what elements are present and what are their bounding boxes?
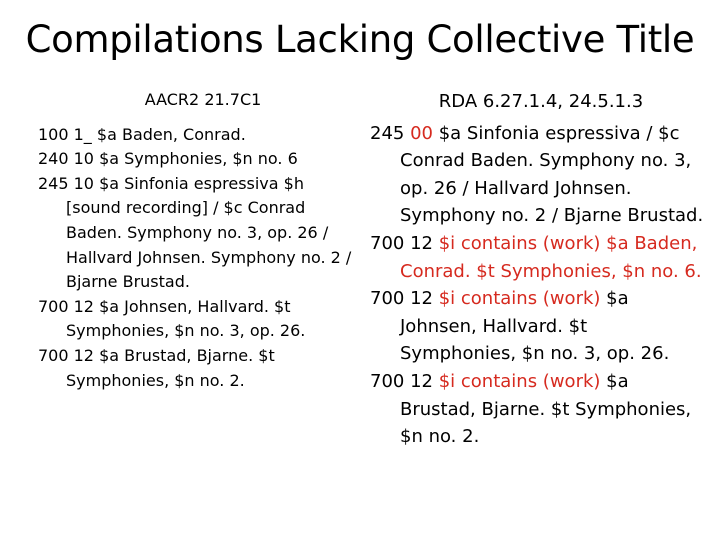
rda-heading: RDA 6.27.1.4, 24.5.1.3 xyxy=(438,91,644,112)
rda-field-700-baden xyxy=(370,230,706,285)
rda-245-text: $a Sinfonia espressiva / $c Conrad Baden. Symphony no. 3, op. 26 / Hallvard Johnsen. Symphony no. 2 / Bjarne Brustad. xyxy=(400,122,704,227)
rda-field-245 xyxy=(370,120,706,230)
rda-column xyxy=(370,88,706,451)
slide-title: Compilations Lacking Collective Title xyxy=(25,18,695,61)
rda-700-johnsen-text: $a Johnsen, Hallvard. $t Symphonies, $n no. 3, op. 26. xyxy=(400,288,670,365)
rda-field-700-brustad xyxy=(370,368,706,451)
rda-700-johnsen-tag: 700 12 xyxy=(370,288,439,310)
aacr2-field-245: 245 10 $a Sinfonia espressiva $h [sound recording] / $c Conrad Baden. Symphony no. 3, op. 26 / Hallvard Johnsen. Symphony no. 2 / Bjarne Brustad. xyxy=(38,173,352,292)
rda-700-baden-tag: 700 12 xyxy=(370,232,439,254)
aacr2-field-700-johnsen: 700 12 $a Johnsen, Hallvard. $t Symphonies, $n no. 3, op. 26. xyxy=(38,296,306,341)
aacr2-field-240: 240 10 $a Symphonies, $n no. 6 xyxy=(38,149,298,169)
rda-245-indicators: 00 xyxy=(410,122,433,144)
aacr2-field-700-brustad: 700 12 $a Brustad, Bjarne. $t Symphonies, $n no. 2. xyxy=(38,345,275,390)
aacr2-column xyxy=(38,88,360,393)
aacr2-field-100: 100 1_ $a Baden, Conrad. xyxy=(38,124,246,144)
rda-700-brustad-tag: 700 12 xyxy=(370,370,439,392)
rda-700-baden-relationship: $i contains (work) $a Baden, Conrad. $t Symphonies, $n no. 6. xyxy=(400,232,702,282)
rda-245-tag: 245 xyxy=(370,122,411,144)
rda-field-700-johnsen xyxy=(370,285,706,368)
rda-700-brustad-relationship: $i contains (work) xyxy=(438,370,601,392)
rda-700-brustad-text: $a Brustad, Bjarne. $t Symphonies, $n no. 2. xyxy=(400,370,692,448)
aacr2-heading: AACR2 21.7C1 xyxy=(144,90,262,109)
rda-700-johnsen-relationship: $i contains (work) xyxy=(438,288,601,310)
